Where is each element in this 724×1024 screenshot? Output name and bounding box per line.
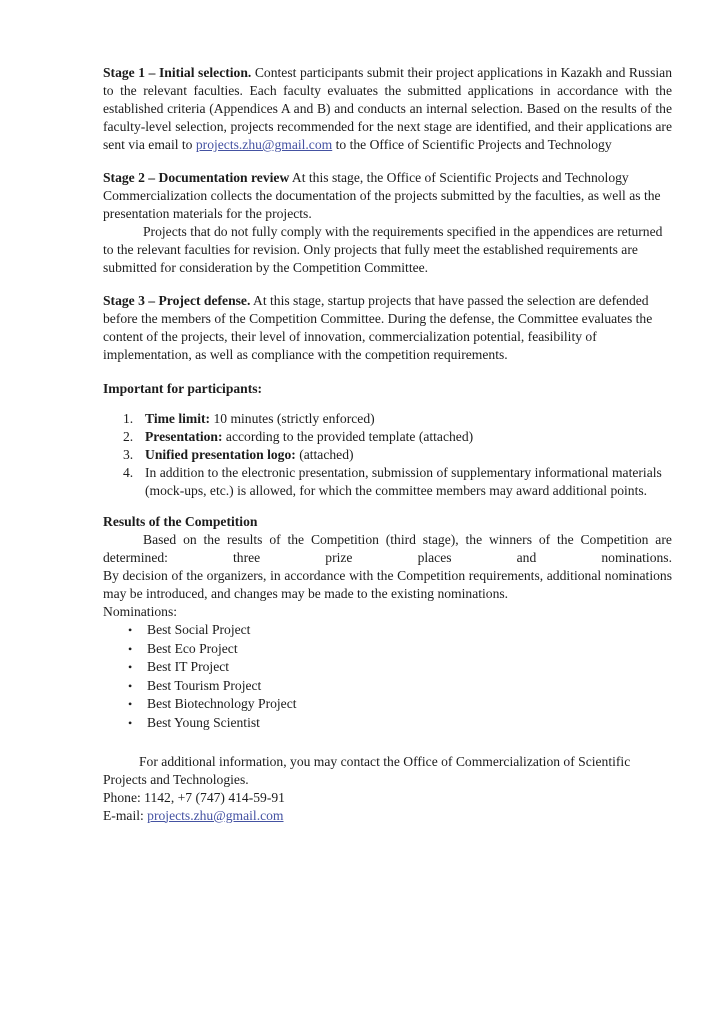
bullet-icon: • [128,660,133,675]
list-item-bold: Unified presentation logo: [145,447,296,462]
results-rest: By decision of the organizers, in accordance with the Competition requirements, additional nominations may be introduced, and changes may be made to the existing nominations. [103,568,672,601]
bullet-icon: • [128,623,133,637]
results-line-1: Based on the results of the Competition (third stage), the winners of the Competition are [143,532,672,547]
list-item-number: 4. [123,465,134,480]
contact-email-line [103,807,672,825]
nomination-text: Best Social Project [147,622,251,637]
stage-3-text: At this stage, startup projects that have passed the selection are defended before the members of the Competition Committee. During the defense, the Committee evaluates the content of the projects, their level of innovation, commercialization potential, feasibility of implementation, as well as compliance with the competition requirements. [103,293,653,362]
important-numbered-list [103,410,672,500]
bullet-icon: • [128,678,133,693]
nomination-text: Best Tourism Project [147,677,262,693]
list-item-bold: Presentation: [145,429,223,444]
list-item [103,428,672,446]
list-item-rest: (attached) [295,447,354,462]
results-heading: Results of the Competition [103,514,258,529]
stage-2-indented-paragraph: Projects that do not fully comply with the requirements specified in the appendices are returned to the relevant faculties for revision. Only projects that fully meet the established requirements are submitted for consideration by the Competition Committee. [103,224,663,275]
email-label: E-mail: [103,807,148,823]
list-item [103,658,672,677]
bullet-icon: • [128,641,133,656]
stage-1-text-pre: Contest participants submit their project applications in Kazakh and Russian to the relevant faculties. Each faculty evaluates the submitted applications in accordance with the established criteria (Appendices A and B) and conducts an internal selection. Based on the results of the faculty-level selection, projects recommended for the next stage are identified, and their applications are sent via email to [103,65,672,152]
stage-2-heading: Stage 2 – Documentation review [103,170,290,185]
list-item-text [145,428,672,446]
stage-1-text-post: to the Office of Scientific Projects and Technology [332,137,612,152]
bullet-icon: • [128,715,133,730]
stage-1-heading: Stage 1 – Initial selection. [103,65,252,80]
email-link[interactable]: projects.zhu@gmail.com [195,137,333,152]
nomination-text: Best IT Project [147,659,230,675]
list-item-text [145,464,672,500]
stage-2-section [103,169,672,277]
list-item [103,410,672,428]
nominations-label: Nominations: [103,604,178,619]
stage-2-text: At this stage, the Office of Scientific Projects and Technology Commercialization collects the documentation of the projects submitted by the faculties, as well as the presentation materials for the projects. [103,170,661,221]
nominations-list [103,621,672,733]
stage-3-paragraph [103,292,672,364]
list-item [103,621,672,640]
contact-phone: Phone: 1142, +7 (747) 414-59-91 [103,789,285,805]
list-item [103,640,672,659]
contact-paragraph: For additional information, you may contact the Office of Commercialization of Scientific Projects and Technologies. [103,753,631,787]
list-item-rest: 10 minutes (strictly enforced) [210,411,375,426]
list-item-number: 2. [123,429,134,444]
list-item [103,714,672,733]
list-item-rest: according to the provided template (attached) [222,429,474,444]
nomination-text: Best Young Scientist [147,714,260,730]
list-item [103,446,672,464]
stage-2-paragraph [103,169,672,223]
stage-1-paragraph [103,64,672,154]
list-item-text [145,410,672,428]
list-item-bold: Time limit: [145,411,211,426]
list-item-text [145,446,672,464]
list-item [103,695,672,714]
list-item [103,464,672,500]
list-item [103,677,672,696]
list-item-number: 3. [123,447,134,462]
contact-section [103,753,672,825]
stage-3-heading: Stage 3 – Project defense. [103,293,251,308]
email-link[interactable]: projects.zhu@gmail.com [147,807,284,823]
results-line-2: determined: three prize places and nominations. [103,550,672,565]
list-item-rest: In addition to the electronic presentation, submission of supplementary informational materials (mock-ups, etc.) is allowed, for which the committee members may award additional points. [145,465,662,498]
bullet-icon: • [128,697,133,712]
nomination-text: Best Biotechnology Project [147,696,297,712]
nomination-text: Best Eco Project [147,640,238,656]
list-item-number: 1. [123,411,134,426]
important-heading: Important for participants: [103,381,263,396]
